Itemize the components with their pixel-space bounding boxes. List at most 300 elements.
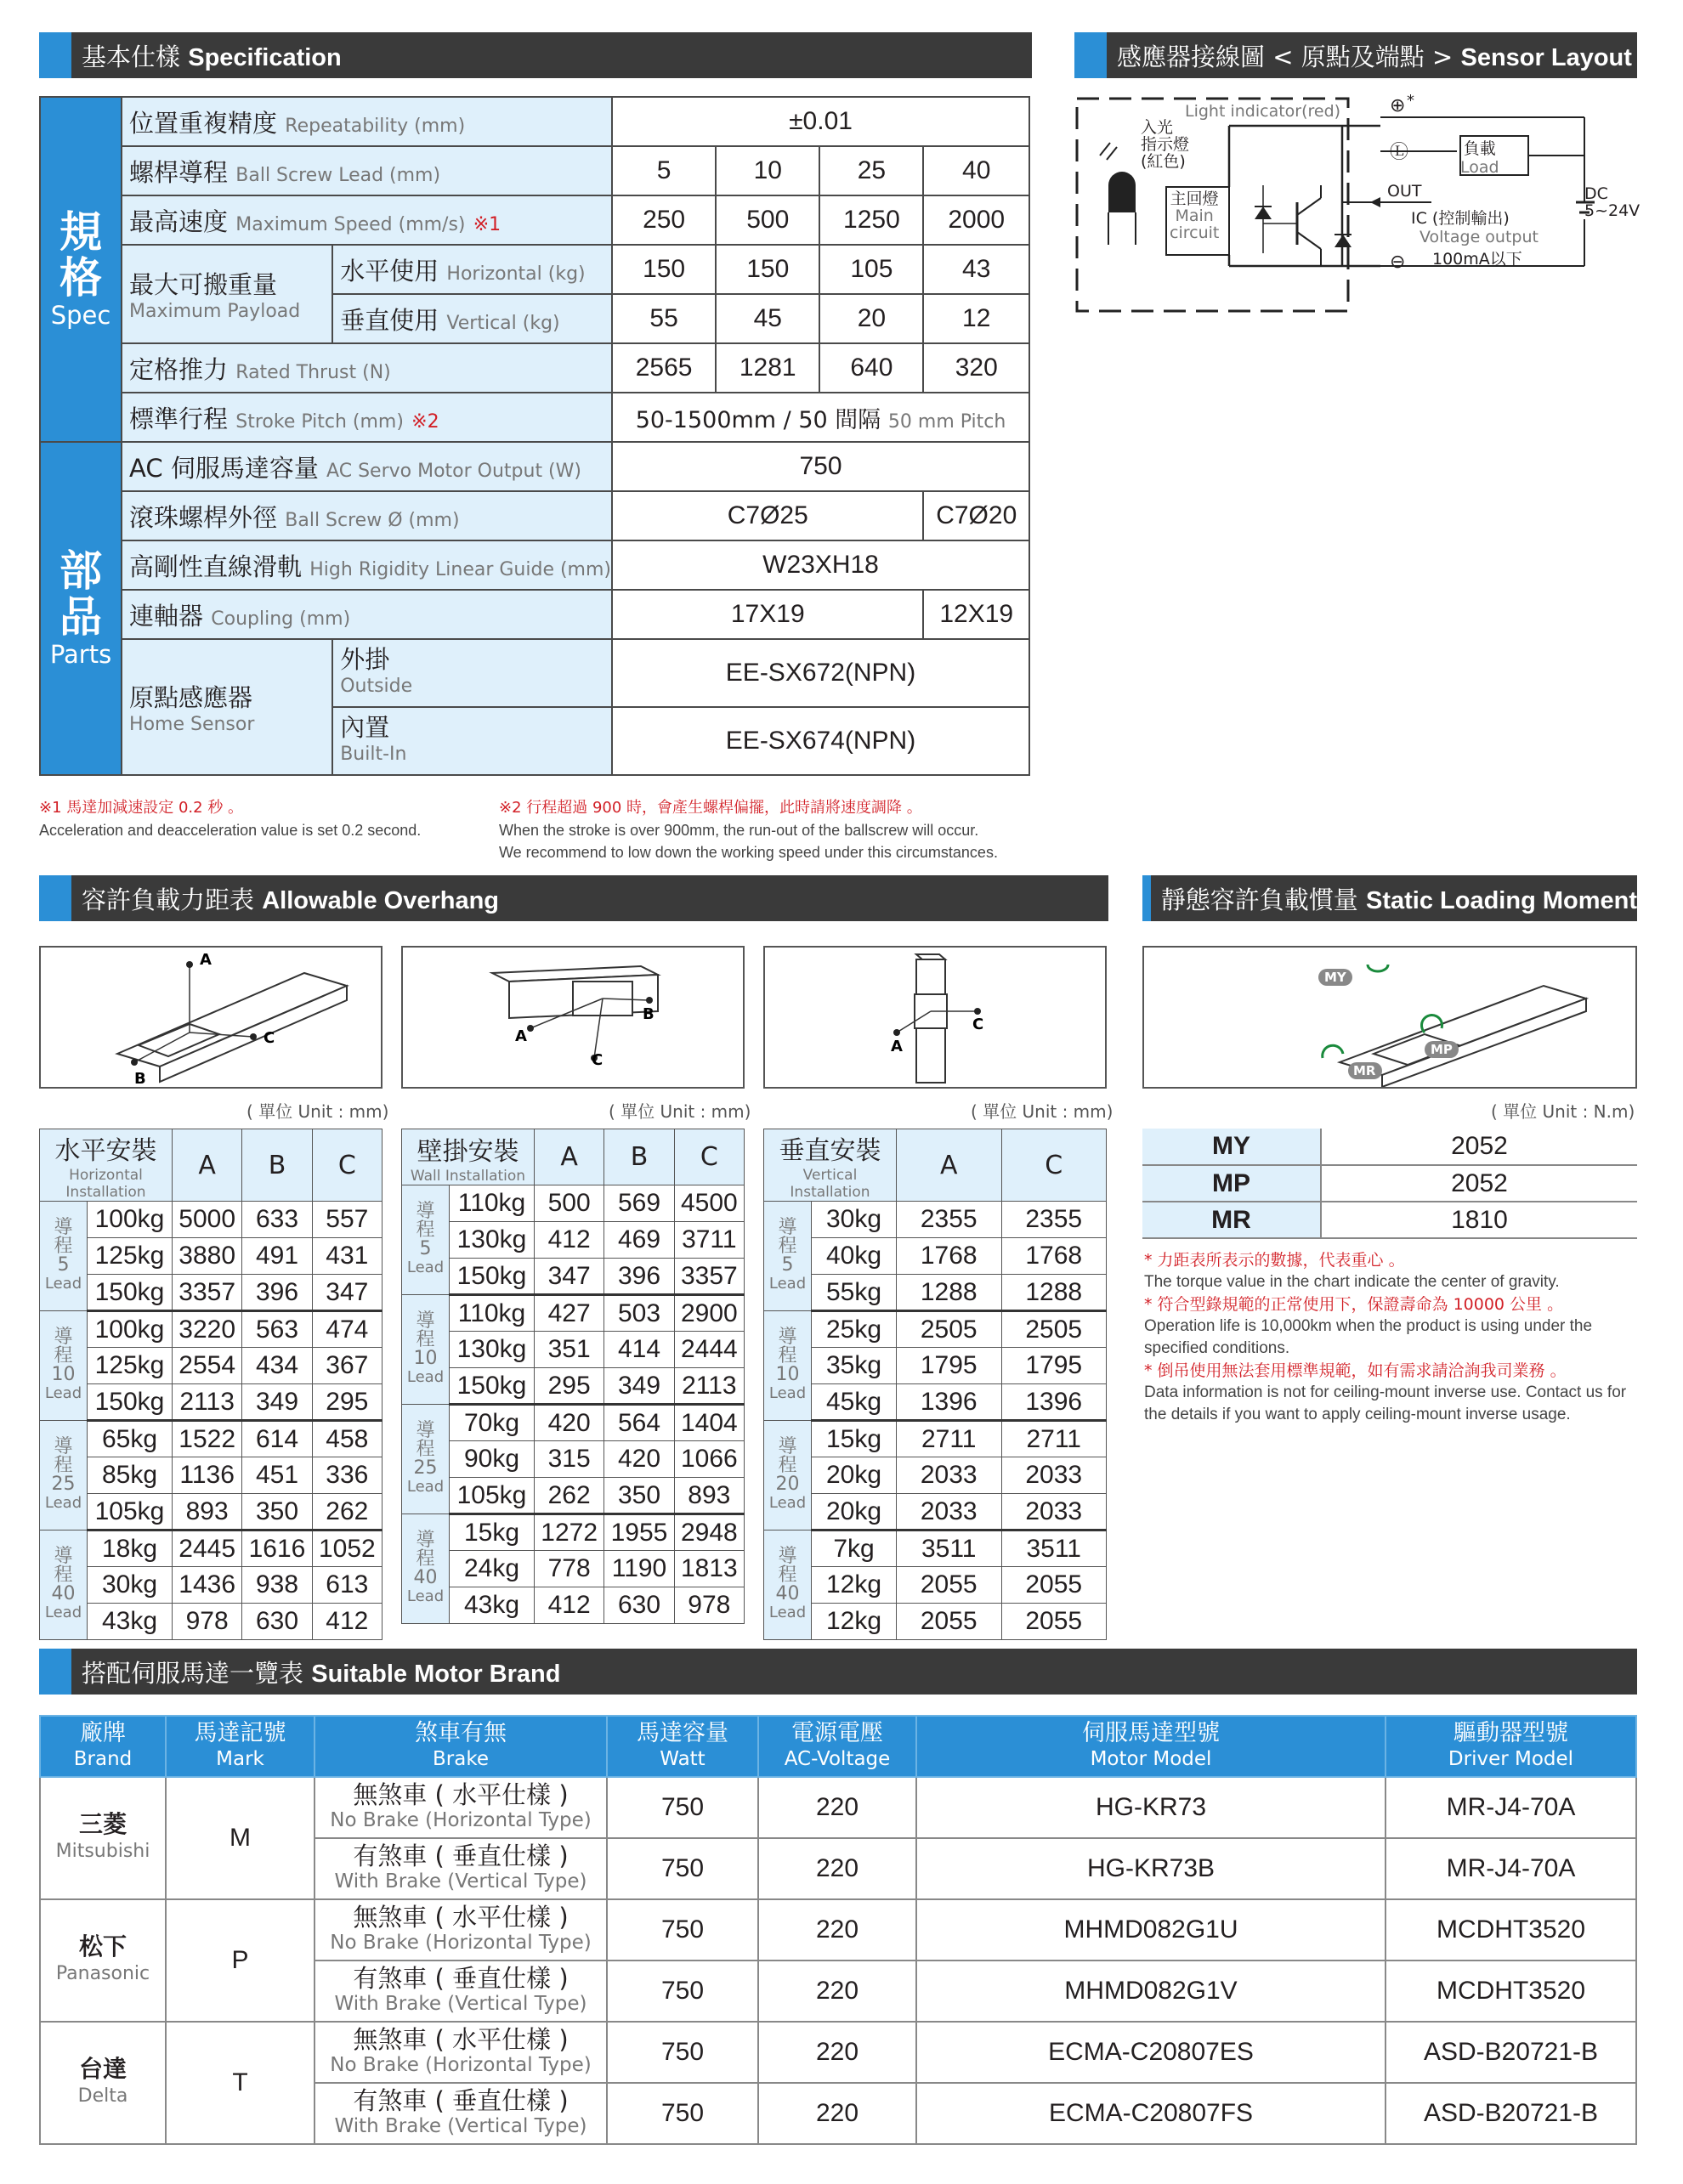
sensor-header: 感應器接線圖 < 原點及端點 > Sensor Layout	[1074, 32, 1637, 78]
lead-value: 25	[819, 146, 923, 195]
home-builtin-label: 內置 Built-In	[332, 707, 612, 775]
unit-label: ( 單位 Unit : mm)	[246, 1101, 389, 1122]
voltage-output-label: Voltage output	[1420, 228, 1538, 246]
unit-label: ( 單位 Unit : mm)	[971, 1101, 1114, 1122]
value-cell: 315	[535, 1441, 604, 1478]
table-row	[402, 1259, 745, 1295]
load-cell: 150kg	[88, 1384, 173, 1421]
lead-en: Lead	[44, 1275, 82, 1293]
lead-en: Lead	[768, 1604, 807, 1621]
table-row	[764, 1311, 1107, 1348]
value-cell: 1768	[1001, 1238, 1107, 1275]
table-row	[40, 1202, 382, 1238]
value-cell: 350	[604, 1478, 674, 1514]
value-cell: 347	[312, 1275, 382, 1311]
diag-label-c: C	[972, 1016, 984, 1033]
light-indicator-label: Light indicator(red)	[1185, 102, 1341, 121]
coupling-value: 17X19	[612, 590, 923, 639]
lead-number: 5	[57, 1254, 70, 1276]
lead-word: 導 程	[54, 1546, 73, 1586]
wall-title: 壁掛安裝 Wall Installation	[402, 1129, 535, 1185]
home-outside-label: 外掛 Outside	[332, 639, 612, 707]
table-row	[402, 1295, 745, 1332]
value-cell: ASD-B20721-B	[1386, 2022, 1636, 2083]
motor-header: 搭配伺服馬達一覽表 Suitable Motor Brand	[39, 1649, 1637, 1695]
table-row	[764, 1384, 1107, 1421]
lead-cell	[402, 1405, 450, 1514]
home-outside-value: EE-SX672(NPN)	[612, 639, 1029, 707]
lead-word: 導 程	[54, 1327, 73, 1366]
value-cell: 262	[312, 1494, 382, 1530]
value-cell: 1396	[897, 1384, 1002, 1421]
load-cell: 110kg	[450, 1295, 535, 1332]
value-cell: 2554	[173, 1348, 242, 1384]
value-cell: 412	[535, 1587, 604, 1624]
value-cell: 750	[607, 2083, 758, 2144]
value-cell: 2711	[1001, 1421, 1107, 1457]
value-cell: 563	[242, 1311, 312, 1348]
speed-value: 500	[716, 195, 819, 245]
value-cell: 220	[758, 1961, 916, 2022]
table-row	[402, 1222, 745, 1259]
value-cell: 3220	[173, 1311, 242, 1348]
value-cell: 1768	[897, 1238, 1002, 1275]
dc-label: DC 5~24V	[1584, 184, 1640, 220]
lead-number: 40	[775, 1583, 800, 1604]
payload-h-value: 105	[819, 245, 923, 294]
load-cell: 70kg	[450, 1405, 535, 1441]
parts-side-label: 部 品 Parts	[40, 442, 122, 775]
value-cell: MR-J4-70A	[1386, 1777, 1636, 1838]
value-cell: 2033	[1001, 1457, 1107, 1494]
plus-terminal: ⊕	[1390, 95, 1406, 116]
payload-v-value: 55	[612, 294, 716, 343]
value-cell: 3511	[1001, 1530, 1107, 1567]
load-cell: 100kg	[88, 1311, 173, 1348]
moment-key: MP	[1142, 1165, 1321, 1202]
value-cell: 2445	[173, 1530, 242, 1567]
value-cell: 458	[312, 1421, 382, 1457]
table-row	[40, 1777, 1636, 1838]
lead-word: 導 程	[778, 1546, 797, 1586]
home-sensor-label: 原點感應器 Home Sensor	[122, 639, 332, 775]
value-cell: 2055	[1001, 1567, 1107, 1604]
column-header: 電源電壓 AC-Voltage	[758, 1716, 916, 1777]
diag-label-b: B	[134, 1070, 146, 1087]
value-cell: 557	[312, 1202, 382, 1238]
moment-value: 2052	[1321, 1129, 1637, 1165]
lead-value: 10	[716, 146, 819, 195]
lead-number: 25	[413, 1457, 438, 1479]
lead-word: 導 程	[778, 1436, 797, 1476]
lead-word: 導 程	[778, 1327, 797, 1366]
table-row	[40, 1384, 382, 1421]
stroke-label: 標準行程 Stroke Pitch (mm) ※2	[122, 393, 612, 442]
load-cell: 43kg	[88, 1604, 173, 1640]
horizontal-title: 水平安裝 Horizontal Installation	[40, 1129, 173, 1202]
payload-h-value: 150	[612, 245, 716, 294]
main-circuit-label: 主回燈 Main circuit	[1170, 190, 1220, 242]
lead-en: Lead	[44, 1494, 82, 1512]
lead-number: 10	[51, 1364, 76, 1385]
mark-cell: T	[166, 2022, 314, 2144]
load-cell: 20kg	[812, 1494, 897, 1530]
spec-table	[39, 96, 1030, 776]
value-cell: 2113	[173, 1384, 242, 1421]
value-cell: 3711	[674, 1222, 744, 1259]
value-cell: 1136	[173, 1457, 242, 1494]
spec-note-1: ※1 馬達加減速設定 0.2 秒 。 Acceleration and deacceleration value is set 0.2 second.	[39, 799, 422, 839]
table-row	[402, 1587, 745, 1624]
table-row	[402, 1405, 745, 1441]
load-cell: 150kg	[450, 1368, 535, 1405]
load-cell: 105kg	[450, 1478, 535, 1514]
lead-label: 螺桿導程 Ball Screw Lead (mm)	[122, 146, 612, 195]
unit-label: ( 單位 Unit : mm)	[609, 1101, 751, 1122]
value-cell: 630	[242, 1604, 312, 1640]
load-cell: 105kg	[88, 1494, 173, 1530]
l-terminal: Ⓛ	[1390, 142, 1409, 163]
value-cell: 2505	[897, 1311, 1002, 1348]
star-mark: *	[1407, 92, 1414, 110]
speed-value: 1250	[819, 195, 923, 245]
column-header: 煞車有無 Brake	[314, 1716, 607, 1777]
value-cell: 336	[312, 1457, 382, 1494]
value-cell: 420	[604, 1441, 674, 1478]
value-cell: 1616	[242, 1530, 312, 1567]
lead-cell	[40, 1530, 88, 1640]
value-cell: 5000	[173, 1202, 242, 1238]
thrust-value: 320	[923, 343, 1029, 393]
load-cell: 55kg	[812, 1275, 897, 1311]
lead-word: 導 程	[416, 1201, 435, 1241]
value-cell: 351	[535, 1332, 604, 1368]
table-row	[764, 1421, 1107, 1457]
lead-cell	[402, 1185, 450, 1295]
value-cell: 220	[758, 1838, 916, 1899]
motor-output-label: AC 伺服馬達容量 AC Servo Motor Output (W)	[122, 442, 612, 491]
brake-cell: 有煞車 ( 垂直仕樣 ) With Brake (Vertical Type)	[314, 2083, 607, 2144]
value-cell: 2113	[674, 1368, 744, 1405]
vertical-title: 垂直安裝 Vertical Installation	[764, 1129, 897, 1202]
value-cell: HG-KR73B	[916, 1838, 1386, 1899]
diag-label-a: A	[515, 1027, 527, 1045]
value-cell: ECMA-C20807ES	[916, 2022, 1386, 2083]
speed-value: 250	[612, 195, 716, 245]
table-row	[764, 1494, 1107, 1530]
table-row	[40, 1604, 382, 1640]
coupling-value: 12X19	[923, 590, 1029, 639]
value-cell: 469	[604, 1222, 674, 1259]
table-row	[402, 1441, 745, 1478]
lead-en: Lead	[406, 1259, 445, 1276]
static-moment-table	[1142, 1129, 1637, 1239]
spec-note-2: ※2 行程超過 900 時，會產生螺桿偏擺，此時請將速度調降 。 When the stroke is over 900mm, the run-out of the ballscrew will occur. We recommend to low down the working speed under this circumstances.	[499, 799, 998, 861]
table-row	[764, 1202, 1107, 1238]
table-row	[402, 1368, 745, 1405]
overhang-header: 容許負載力距表 Allowable Overhang	[39, 875, 1108, 921]
value-cell: 412	[535, 1222, 604, 1259]
table-row	[764, 1567, 1107, 1604]
load-cell: 65kg	[88, 1421, 173, 1457]
mark-cell: P	[166, 1899, 314, 2022]
value-cell: 1404	[674, 1405, 744, 1441]
lead-word: 導 程	[778, 1217, 797, 1257]
value-cell: 367	[312, 1348, 382, 1384]
load-cell: 40kg	[812, 1238, 897, 1275]
linear-guide-value: W23XH18	[612, 540, 1029, 590]
table-row	[764, 1348, 1107, 1384]
value-cell: 349	[242, 1384, 312, 1421]
table-row	[40, 1567, 382, 1604]
static-notes: * 力距表所表示的數據，代表重心 。 The torque value in the chart indicate the center of gravity. * 符合型錄規範的正常使用下，保證壽命為 10000 公里 。 Operation life is 10,000km when the product is using under the specified conditions. * 倒吊使用無法套用標準規範，如有需求請洽詢我司業務 。 Data information is not for ceiling-mount inverse use. Contact us for the details if you want to apply ceiling-mount inverse usage.	[1144, 1251, 1627, 1423]
static-moment-diagram	[1142, 946, 1637, 1089]
column-header: 驅動器型號 Driver Model	[1386, 1716, 1636, 1777]
load-cell: 15kg	[450, 1514, 535, 1551]
lead-number: 40	[413, 1567, 438, 1588]
value-cell: 1052	[312, 1530, 382, 1567]
lead-word: 導 程	[416, 1530, 435, 1570]
load-cell: 130kg	[450, 1332, 535, 1368]
column-header: 馬達記號 Mark	[166, 1716, 314, 1777]
static-header: 靜態容許負載慣量 Static Loading Moment	[1142, 875, 1637, 921]
diag-label-a: A	[200, 951, 212, 969]
table-row	[402, 1514, 745, 1551]
value-cell: 2444	[674, 1332, 744, 1368]
value-cell: 220	[758, 1899, 916, 1961]
load-cell: 24kg	[450, 1551, 535, 1587]
stroke-value: 50-1500mm / 50 間隔 50 mm Pitch	[612, 393, 1029, 442]
col-b: B	[604, 1129, 674, 1185]
value-cell: 750	[607, 1777, 758, 1838]
load-cell: 45kg	[812, 1384, 897, 1421]
load-cell: 18kg	[88, 1530, 173, 1567]
load-cell: 30kg	[812, 1202, 897, 1238]
moment-value: 2052	[1321, 1165, 1637, 1202]
payload-v-value: 12	[923, 294, 1029, 343]
load-cell: 125kg	[88, 1348, 173, 1384]
value-cell: 1522	[173, 1421, 242, 1457]
spec-side-label: 規 格 Spec	[40, 97, 122, 442]
lead-cell	[764, 1202, 812, 1311]
value-cell: 220	[758, 1777, 916, 1838]
value-cell: 3880	[173, 1238, 242, 1275]
col-a: A	[897, 1129, 1002, 1202]
value-cell: 347	[535, 1259, 604, 1295]
brand-cell: 三菱 Mitsubishi	[40, 1777, 166, 1899]
value-cell: 2033	[897, 1494, 1002, 1530]
payload-v-value: 45	[716, 294, 819, 343]
payload-vertical-label: 垂直使用 Vertical (kg)	[332, 294, 612, 343]
table-row	[40, 1311, 382, 1348]
thrust-value: 640	[819, 343, 923, 393]
value-cell: 2033	[897, 1457, 1002, 1494]
lead-cell	[402, 1295, 450, 1405]
value-cell: 451	[242, 1457, 312, 1494]
lead-word: 導 程	[416, 1310, 435, 1350]
lead-number: 20	[775, 1474, 800, 1495]
value-cell: 295	[535, 1368, 604, 1405]
table-row	[764, 1457, 1107, 1494]
load-cell: 130kg	[450, 1222, 535, 1259]
load-cell: 150kg	[88, 1275, 173, 1311]
value-cell: 1396	[1001, 1384, 1107, 1421]
value-cell: 1272	[535, 1514, 604, 1551]
table-row	[40, 1348, 382, 1384]
lead-word: 導 程	[416, 1420, 435, 1460]
lead-cell	[764, 1311, 812, 1421]
thrust-label: 定格推力 Rated Thrust (N)	[122, 343, 612, 393]
table-row	[40, 1530, 382, 1567]
table-row	[402, 1185, 745, 1222]
value-cell: 1795	[1001, 1348, 1107, 1384]
moment-value: 1810	[1321, 1202, 1637, 1238]
ball-screw-value: C7Ø20	[923, 491, 1029, 540]
value-cell: 978	[173, 1604, 242, 1640]
moment-key: MY	[1142, 1129, 1321, 1165]
mp-tag: MP	[1431, 1042, 1453, 1057]
load-label: 負載 Load	[1460, 139, 1499, 177]
value-cell: 750	[607, 1838, 758, 1899]
value-cell: HG-KR73	[916, 1777, 1386, 1838]
value-cell: 2355	[897, 1202, 1002, 1238]
load-cell: 12kg	[812, 1567, 897, 1604]
col-c: C	[1001, 1129, 1107, 1202]
value-cell: 633	[242, 1202, 312, 1238]
value-cell: 4500	[674, 1185, 744, 1222]
lead-en: Lead	[768, 1275, 807, 1293]
light-indicator-zh: 入光 指示燈 (紅色)	[1141, 118, 1190, 171]
value-cell: 2948	[674, 1514, 744, 1551]
value-cell: 349	[604, 1368, 674, 1405]
value-cell: 491	[242, 1238, 312, 1275]
value-cell: 3357	[674, 1259, 744, 1295]
lead-en: Lead	[406, 1587, 445, 1605]
value-cell: 1066	[674, 1441, 744, 1478]
column-header: 伺服馬達型號 Motor Model	[916, 1716, 1386, 1777]
lead-number: 25	[51, 1474, 76, 1495]
payload-label: 最大可搬重量 Maximum Payload	[122, 245, 332, 343]
load-cell: 110kg	[450, 1185, 535, 1222]
column-header: 廠牌 Brand	[40, 1716, 166, 1777]
load-cell: 20kg	[812, 1457, 897, 1494]
minus-terminal: ⊖	[1390, 252, 1406, 273]
value-cell: 3511	[897, 1530, 1002, 1567]
value-cell: 396	[604, 1259, 674, 1295]
value-cell: MHMD082G1U	[916, 1899, 1386, 1961]
value-cell: 750	[607, 2022, 758, 2083]
value-cell: 431	[312, 1238, 382, 1275]
brake-cell: 無煞車 ( 水平仕樣 ) No Brake (Horizontal Type)	[314, 1777, 607, 1838]
load-cell: 30kg	[88, 1567, 173, 1604]
repeatability-value: ±0.01	[612, 97, 1029, 146]
value-cell: 2055	[897, 1567, 1002, 1604]
lead-cell	[764, 1421, 812, 1530]
lead-word: 導 程	[54, 1217, 73, 1257]
lead-en: Lead	[44, 1384, 82, 1402]
value-cell: 978	[674, 1587, 744, 1624]
speed-label: 最高速度 Maximum Speed (mm/s) ※1	[122, 195, 612, 245]
value-cell: 350	[242, 1494, 312, 1530]
diag-label-b: B	[643, 1005, 654, 1023]
table-row	[40, 1275, 382, 1311]
load-cell: 35kg	[812, 1348, 897, 1384]
col-a: A	[173, 1129, 242, 1202]
payload-v-value: 20	[819, 294, 923, 343]
ic-output-label: IC (控制輸出)	[1411, 209, 1510, 228]
value-cell: 938	[242, 1567, 312, 1604]
brand-cell: 松下 Panasonic	[40, 1899, 166, 2022]
value-cell: 220	[758, 2083, 916, 2144]
value-cell: 2355	[1001, 1202, 1107, 1238]
value-cell: 630	[604, 1587, 674, 1624]
col-a: A	[535, 1129, 604, 1185]
lead-en: Lead	[768, 1494, 807, 1512]
spec-header: 基本仕樣 Specification	[39, 32, 1032, 78]
value-cell: 1955	[604, 1514, 674, 1551]
value-cell: 412	[312, 1604, 382, 1640]
horizontal-diagram	[39, 946, 382, 1089]
diag-label-a: A	[891, 1038, 903, 1055]
lead-value: 40	[923, 146, 1029, 195]
lead-number: 5	[419, 1238, 432, 1259]
motor-brand-table	[39, 1715, 1637, 2145]
value-cell: 1190	[604, 1551, 674, 1587]
value-cell: 893	[173, 1494, 242, 1530]
lead-number: 5	[781, 1254, 794, 1276]
value-cell: 434	[242, 1348, 312, 1384]
linear-guide-label: 高剛性直線滑軌 High Rigidity Linear Guide (mm)	[122, 540, 612, 590]
table-row	[402, 1478, 745, 1514]
table-row	[40, 1457, 382, 1494]
lead-number: 40	[51, 1583, 76, 1604]
value-cell: 569	[604, 1185, 674, 1222]
value-cell: 414	[604, 1332, 674, 1368]
table-row	[402, 1551, 745, 1587]
moment-key: MR	[1142, 1202, 1321, 1238]
load-cell: 43kg	[450, 1587, 535, 1624]
lead-value: 5	[612, 146, 716, 195]
value-cell: MCDHT3520	[1386, 1899, 1636, 1961]
mark-cell: M	[166, 1777, 314, 1899]
value-cell: MHMD082G1V	[916, 1961, 1386, 2022]
value-cell: 778	[535, 1551, 604, 1587]
value-cell: 564	[604, 1405, 674, 1441]
value-cell: 2505	[1001, 1311, 1107, 1348]
brand-cell: 台達 Delta	[40, 2022, 166, 2144]
value-cell: 2033	[1001, 1494, 1107, 1530]
value-cell: 750	[607, 1961, 758, 2022]
load-cell: 90kg	[450, 1441, 535, 1478]
lead-cell	[764, 1530, 812, 1640]
ball-screw-label: 滾珠螺桿外徑 Ball Screw Ø (mm)	[122, 491, 612, 540]
brake-cell: 有煞車 ( 垂直仕樣 ) With Brake (Vertical Type)	[314, 1838, 607, 1899]
value-cell: ASD-B20721-B	[1386, 2083, 1636, 2144]
lead-cell	[40, 1202, 88, 1311]
load-cell: 12kg	[812, 1604, 897, 1640]
lead-en: Lead	[768, 1384, 807, 1402]
lead-number: 10	[775, 1364, 800, 1385]
lead-cell	[40, 1421, 88, 1530]
load-cell: 15kg	[812, 1421, 897, 1457]
table-row	[764, 1530, 1107, 1567]
lead-en: Lead	[406, 1368, 445, 1386]
brake-cell: 有煞車 ( 垂直仕樣 ) With Brake (Vertical Type)	[314, 1961, 607, 2022]
load-cell: 125kg	[88, 1238, 173, 1275]
load-cell: 85kg	[88, 1457, 173, 1494]
value-cell: 1795	[897, 1348, 1002, 1384]
ball-screw-value: C7Ø25	[612, 491, 923, 540]
